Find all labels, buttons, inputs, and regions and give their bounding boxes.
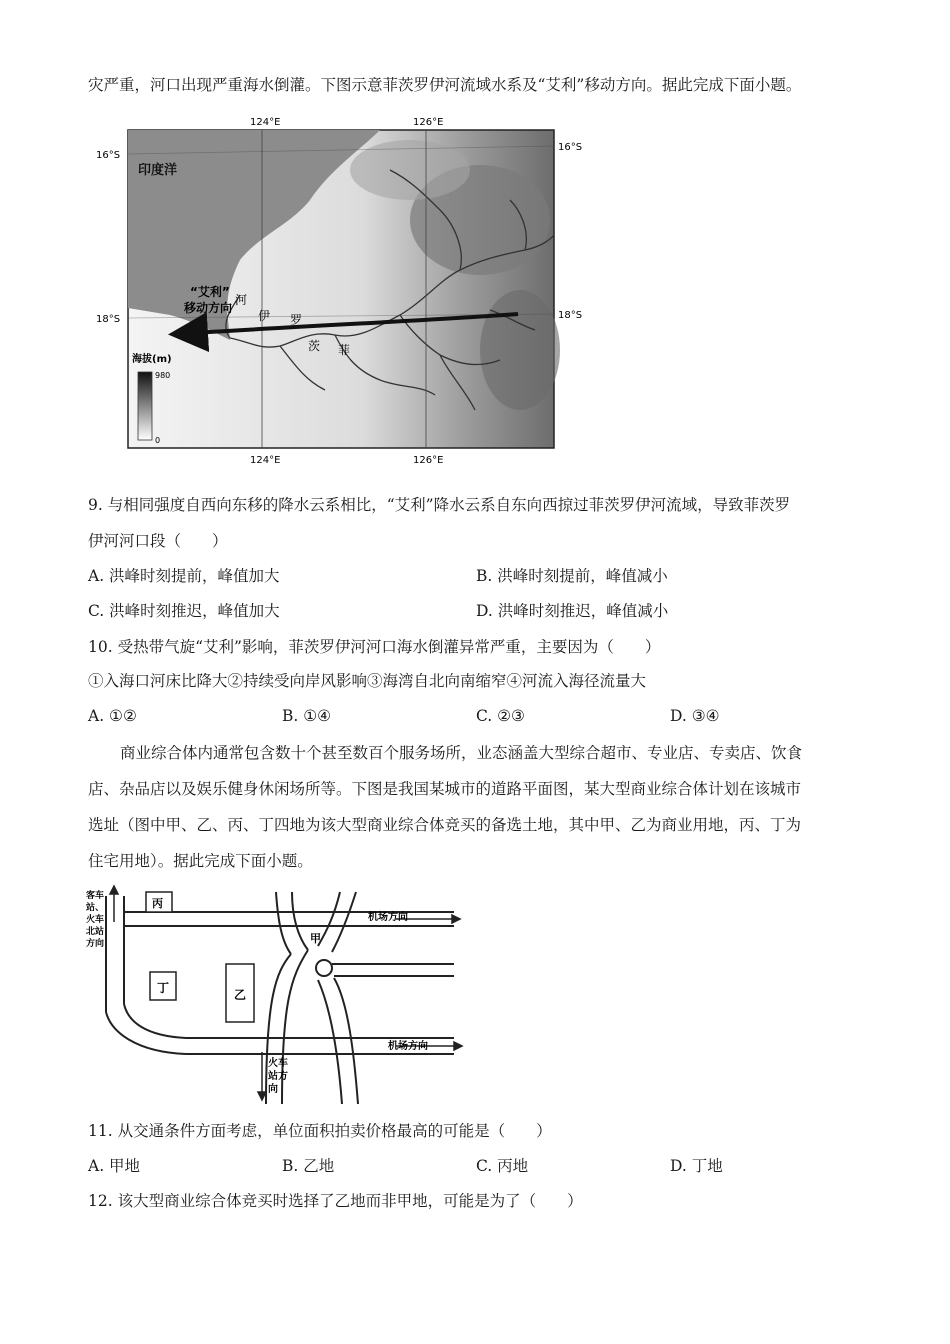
- q9-stem-line-1: 9. 与相同强度自西向东移的降水云系相比，“艾利”降水云系自东向西掠过菲茨罗伊河流域，导致菲茨罗: [88, 496, 791, 514]
- lat-right-16: 16°S: [558, 142, 583, 153]
- river-char-fei: 菲: [338, 343, 351, 357]
- q10-stem-line-2: ①入海口河床比降大②持续受向岸风影响③海湾自北向南缩窄④河流入海径流量大: [88, 672, 647, 690]
- q9-stem-line-2: 伊河河口段（ ）: [88, 532, 228, 550]
- lon-bottom-124: 124°E: [250, 455, 281, 466]
- intro2-line-4: 住宅用地）。据此完成下面小题。: [88, 852, 313, 870]
- train-label-1: 火车: [268, 1058, 288, 1069]
- fitzroy-basin-map: [80, 110, 620, 470]
- city-road-map: [86, 882, 486, 1104]
- airport-label-bottom: 机场方向: [388, 1041, 428, 1052]
- lat-left-18: 18°S: [96, 314, 121, 325]
- intro-line-1: 灾严重，河口出现严重海水倒灌。下图示意菲茨罗伊河流域水系及“艾利”移动方向。据此完成下面小题。: [88, 76, 802, 94]
- label-yi: 乙: [234, 988, 247, 1002]
- storm-label-2: 移动方向: [184, 301, 233, 315]
- q9-option-d[interactable]: D. 洪峰时刻推迟，峰值减小: [476, 602, 669, 620]
- river-char-he: 河: [235, 293, 248, 307]
- highland-area-south: [480, 290, 560, 410]
- north-label-2: 站、: [86, 903, 105, 913]
- q10-option-a[interactable]: A. ①②: [88, 707, 137, 725]
- q9-option-a[interactable]: A. 洪峰时刻提前，峰值加大: [88, 567, 280, 585]
- intro2-line-1: 商业综合体内通常包含数十个甚至数百个服务场所，业态涵盖大型综合超市、专业店、专卖店、饮食: [120, 744, 803, 762]
- q11-option-d[interactable]: D. 丁地: [670, 1157, 723, 1175]
- north-label-5: 方向: [86, 939, 105, 949]
- label-ding: 丁: [157, 981, 170, 995]
- q11-option-a[interactable]: A. 甲地: [88, 1157, 141, 1175]
- q10-option-c[interactable]: C. ②③: [476, 707, 525, 725]
- legend-title: 海拔(m): [132, 354, 172, 365]
- label-jia: 甲: [310, 932, 321, 945]
- north-label-3: 火车: [86, 915, 105, 925]
- lat-right-18: 18°S: [558, 310, 583, 321]
- lat-left-16: 16°S: [96, 150, 121, 161]
- q9-option-b[interactable]: B. 洪峰时刻提前，峰值减小: [476, 567, 668, 585]
- q10-option-b[interactable]: B. ①④: [282, 707, 332, 725]
- intro2-line-3: 选址（图中甲、乙、丙、丁四地为该大型商业综合体竞买的备选土地，其中甲、乙为商业用地，丙、丁为: [88, 816, 802, 834]
- legend-max: 980: [155, 371, 171, 380]
- ocean-label: 印度洋: [138, 163, 178, 178]
- north-label-1: 客车: [86, 891, 105, 901]
- lon-top-124: 124°E: [250, 117, 281, 128]
- lon-bottom-126: 126°E: [413, 455, 444, 466]
- q12-stem: 12. 该大型商业综合体竞买时选择了乙地而非甲地，可能是为了（ ）: [88, 1192, 583, 1210]
- train-label-2: 站方: [268, 1071, 288, 1082]
- lon-top-126: 126°E: [413, 117, 444, 128]
- elevation-legend-bar: [138, 372, 152, 440]
- river-char-yi: 伊: [258, 309, 271, 323]
- river-char-luo: 罗: [290, 313, 303, 327]
- q9-option-c[interactable]: C. 洪峰时刻推迟，峰值加大: [88, 602, 280, 620]
- airport-label-top: 机场方向: [368, 912, 408, 923]
- legend-min: 0: [155, 436, 161, 445]
- q10-stem-line-1: 10. 受热带气旋“艾利”影响，菲茨罗伊河河口海水倒灌异常严重，主要因为（ ）: [88, 638, 661, 656]
- q11-option-b[interactable]: B. 乙地: [282, 1157, 335, 1175]
- north-label-4: 北站: [86, 927, 105, 937]
- river-char-ci: 茨: [308, 339, 321, 353]
- label-bing: 丙: [152, 897, 163, 910]
- q11-stem: 11. 从交通条件方面考虑，单位面积拍卖价格最高的可能是（ ）: [88, 1122, 552, 1140]
- intro2-line-2: 店、杂品店以及娱乐健身休闲场所等。下图是我国某城市的道路平面图，某大型商业综合体计划在该城市: [88, 780, 802, 798]
- q11-option-c[interactable]: C. 丙地: [476, 1157, 529, 1175]
- q10-option-d[interactable]: D. ③④: [670, 707, 720, 725]
- storm-label-1: “艾利”: [190, 285, 230, 299]
- train-label-3: 向: [268, 1084, 278, 1095]
